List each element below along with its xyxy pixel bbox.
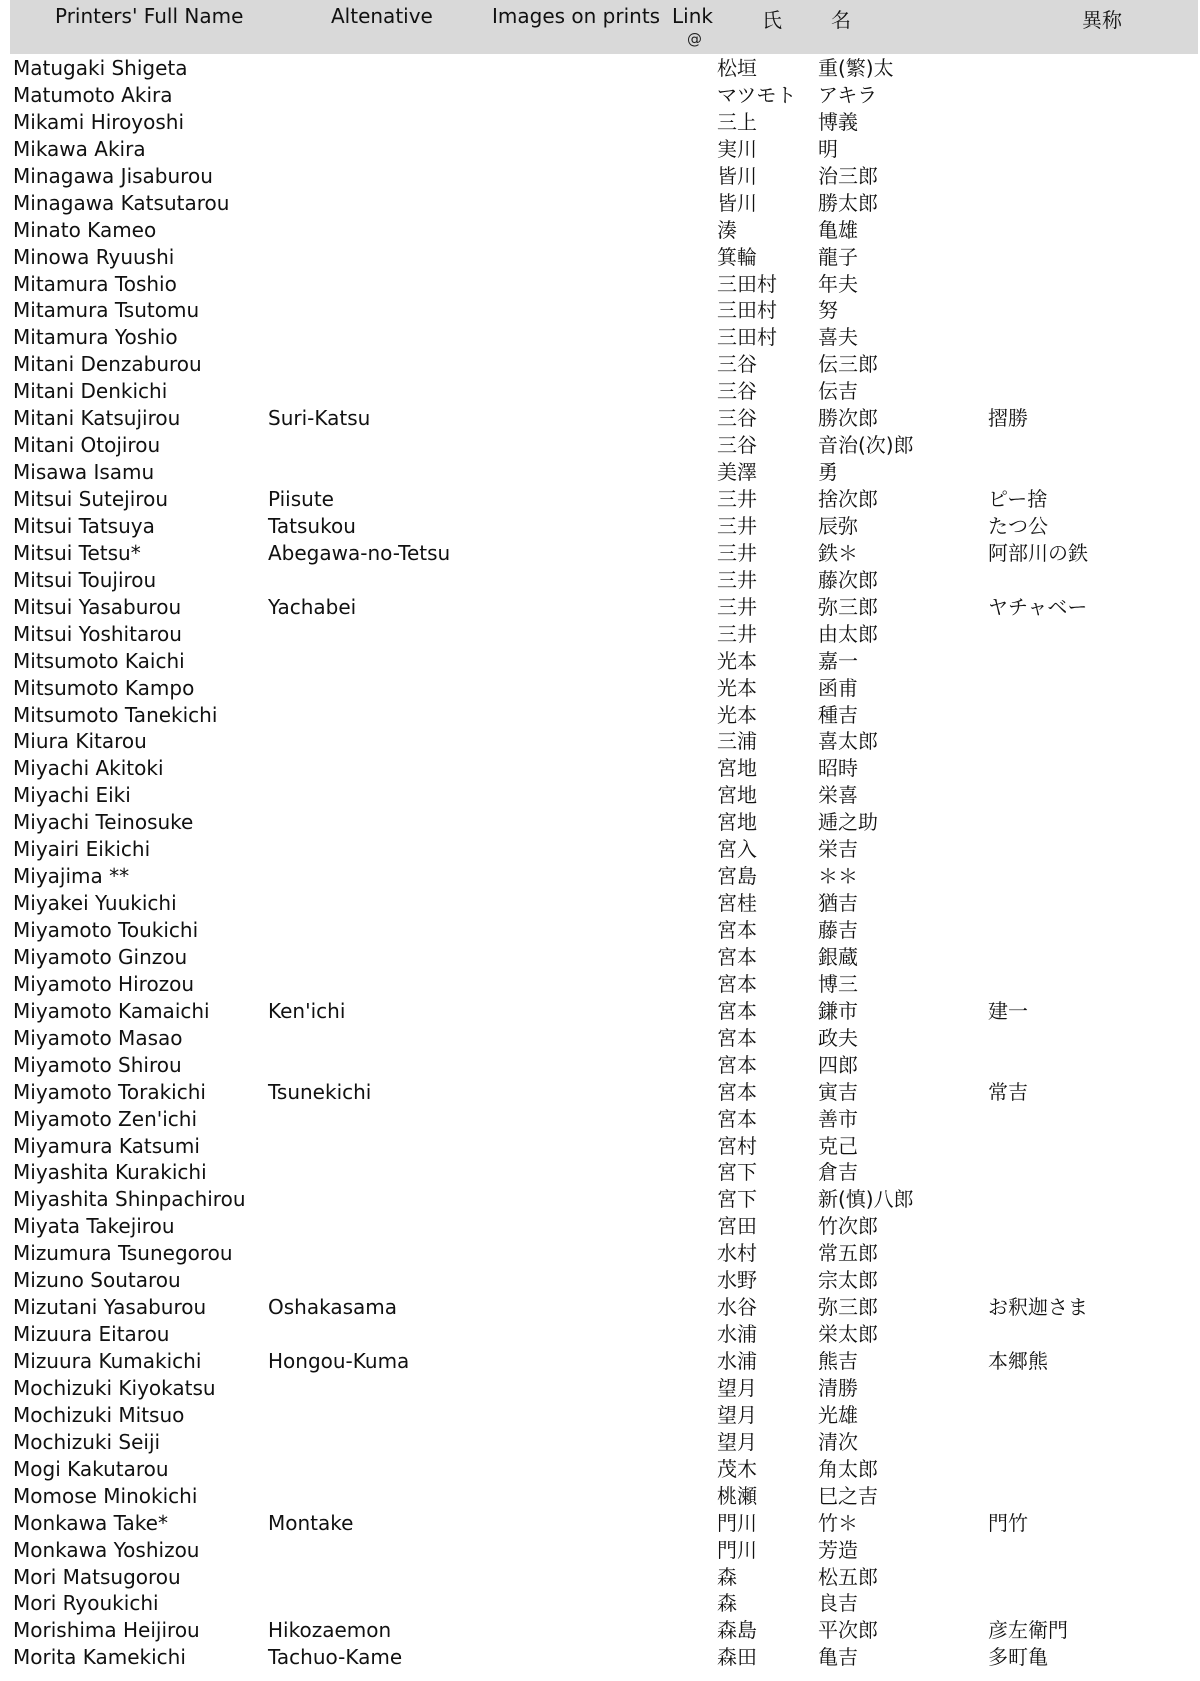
table-row bbox=[0, 621, 1200, 648]
table-row bbox=[0, 459, 1200, 486]
alias-kanji: お釈迦さま bbox=[988, 1295, 1088, 1320]
given-name-kanji: 喜太郎 bbox=[818, 729, 878, 754]
surname-kanji: 三田村 bbox=[717, 298, 777, 323]
table-row bbox=[0, 594, 1200, 621]
surname-kanji: 三井 bbox=[717, 513, 757, 538]
surname-kanji: 宮地 bbox=[717, 810, 757, 835]
surname-kanji: 水村 bbox=[717, 1241, 757, 1266]
given-name-kanji: 努 bbox=[818, 298, 838, 323]
given-name-kanji: 伝吉 bbox=[818, 379, 858, 404]
printer-name: Monkawa Take* bbox=[13, 1510, 168, 1535]
printer-name: Mikami Hiroyoshi bbox=[13, 109, 185, 134]
printer-name: Mitsumoto Kampo bbox=[13, 675, 195, 700]
table-row bbox=[0, 1025, 1200, 1052]
given-name-kanji: 栄喜 bbox=[818, 783, 858, 808]
given-name-kanji: 四郎 bbox=[818, 1052, 858, 1077]
alternative-name: Oshakasama bbox=[268, 1295, 397, 1320]
table-row bbox=[0, 1375, 1200, 1402]
table-row bbox=[0, 1267, 1200, 1294]
surname-kanji: 門川 bbox=[717, 1537, 757, 1562]
alias-kanji: ヤチャベー bbox=[988, 594, 1088, 619]
surname-kanji: 三田村 bbox=[717, 325, 777, 350]
table-row bbox=[0, 1590, 1200, 1617]
table-row bbox=[0, 378, 1200, 405]
printer-name: Miyakei Yuukichi bbox=[13, 891, 177, 916]
printer-name: Mikawa Akira bbox=[13, 136, 146, 161]
given-name-kanji: 銀蔵 bbox=[818, 944, 858, 969]
alias-kanji: 本郷熊 bbox=[988, 1349, 1048, 1373]
surname-kanji: 森島 bbox=[717, 1618, 757, 1643]
table-row bbox=[0, 1079, 1200, 1106]
printer-name: Mitsui Tetsu* bbox=[13, 540, 141, 565]
table-row bbox=[0, 244, 1200, 271]
given-name-kanji: 常五郎 bbox=[818, 1241, 878, 1266]
surname-kanji: 望月 bbox=[717, 1402, 757, 1427]
table-row bbox=[0, 1052, 1200, 1079]
given-name-kanji: 寅吉 bbox=[818, 1079, 858, 1104]
given-name-kanji: 栄太郎 bbox=[818, 1322, 878, 1347]
printer-name: Mizutani Yasaburou bbox=[13, 1295, 207, 1320]
printer-name: Miyamoto Zen'ichi bbox=[13, 1106, 198, 1131]
printer-name: Miyachi Akitoki bbox=[13, 756, 164, 781]
table-row bbox=[0, 1483, 1200, 1510]
printer-name: Mochizuki Kiyokatsu bbox=[13, 1375, 216, 1400]
given-name-kanji: 亀吉 bbox=[818, 1645, 858, 1670]
table-row bbox=[0, 1644, 1200, 1671]
printer-name: Monkawa Yoshizou bbox=[13, 1537, 200, 1562]
printer-name: Miyamoto Shirou bbox=[13, 1052, 182, 1077]
table-row bbox=[0, 136, 1200, 163]
surname-kanji: 湊 bbox=[717, 217, 737, 242]
surname-kanji: 望月 bbox=[717, 1429, 757, 1454]
printer-name: Miyamura Katsumi bbox=[13, 1133, 200, 1158]
table-row bbox=[0, 486, 1200, 513]
alternative-name: Montake bbox=[268, 1510, 354, 1535]
printer-name: Mori Ryoukichi bbox=[13, 1591, 159, 1616]
given-name-kanji: 弥三郎 bbox=[818, 594, 878, 619]
table-row bbox=[0, 271, 1200, 298]
alias-kanji: 門竹 bbox=[988, 1510, 1028, 1535]
given-name-kanji: 喜夫 bbox=[818, 325, 858, 350]
surname-kanji: 宮入 bbox=[717, 837, 757, 862]
table-row bbox=[0, 1456, 1200, 1483]
given-name-kanji: 倉吉 bbox=[818, 1160, 858, 1185]
surname-kanji: 宮本 bbox=[717, 1106, 757, 1131]
table-row bbox=[0, 55, 1200, 82]
printer-name: Minagawa Katsutarou bbox=[13, 190, 230, 215]
table-row bbox=[0, 432, 1200, 459]
alternative-name: Ken'ichi bbox=[268, 998, 346, 1023]
given-name-kanji: 博義 bbox=[818, 109, 858, 134]
table-row bbox=[0, 1510, 1200, 1537]
printer-name: Mitamura Yoshio bbox=[13, 325, 178, 350]
given-name-kanji: 芳造 bbox=[818, 1537, 858, 1562]
table-row bbox=[0, 890, 1200, 917]
given-name-kanji: 善市 bbox=[818, 1106, 858, 1131]
given-name-kanji: 嘉一 bbox=[818, 648, 858, 673]
surname-kanji: 宮本 bbox=[717, 1052, 757, 1077]
table-row bbox=[0, 1617, 1200, 1644]
printer-name: Mizumura Tsunegorou bbox=[13, 1241, 233, 1266]
alias-kanji: 摺勝 bbox=[988, 406, 1028, 431]
printer-name: Mitsui Tatsuya bbox=[13, 513, 155, 538]
given-name-kanji: 鉄＊ bbox=[818, 540, 858, 565]
surname-kanji: 光本 bbox=[717, 702, 757, 727]
table-row bbox=[0, 1186, 1200, 1213]
column-header-name: Printers' Full Name bbox=[55, 4, 244, 28]
given-name-kanji: 重(繁)太 bbox=[818, 56, 894, 80]
table-row bbox=[0, 540, 1200, 567]
table-row bbox=[0, 1240, 1200, 1267]
surname-kanji: 三井 bbox=[717, 567, 757, 592]
printer-name: Mochizuki Mitsuo bbox=[13, 1402, 185, 1427]
surname-kanji: 水谷 bbox=[717, 1295, 757, 1320]
given-name-kanji: 伝三郎 bbox=[818, 352, 878, 377]
alias-kanji: 彦左衛門 bbox=[988, 1618, 1068, 1643]
table-row bbox=[0, 944, 1200, 971]
table-row bbox=[0, 324, 1200, 351]
printer-name: Minato Kameo bbox=[13, 217, 157, 242]
printer-name: Mogi Kakutarou bbox=[13, 1456, 169, 1481]
given-name-kanji: 良吉 bbox=[818, 1591, 858, 1616]
table-row bbox=[0, 1321, 1200, 1348]
given-name-kanji: 猶吉 bbox=[818, 891, 858, 916]
table-row bbox=[0, 109, 1200, 136]
surname-kanji: 宮本 bbox=[717, 944, 757, 969]
alias-kanji: ピー捨 bbox=[988, 487, 1048, 511]
printer-name: Mizuno Soutarou bbox=[13, 1268, 181, 1293]
given-name-kanji: 光雄 bbox=[818, 1402, 858, 1427]
table-row bbox=[0, 82, 1200, 109]
surname-kanji: 茂木 bbox=[717, 1456, 757, 1481]
table-row bbox=[0, 1348, 1200, 1375]
printer-name: Mitsui Yasaburou bbox=[13, 594, 182, 619]
surname-kanji: 宮地 bbox=[717, 756, 757, 781]
given-name-kanji: 藤次郎 bbox=[818, 567, 878, 592]
surname-kanji: 桃瀬 bbox=[717, 1483, 757, 1508]
given-name-kanji: 捨次郎 bbox=[818, 487, 878, 511]
surname-kanji: 光本 bbox=[717, 648, 757, 673]
surname-kanji: 三上 bbox=[717, 109, 757, 134]
printer-name: Matumoto Akira bbox=[13, 82, 173, 107]
printer-name: Mitsui Toujirou bbox=[13, 567, 157, 592]
table-row bbox=[0, 1429, 1200, 1456]
printer-name: Mitani Denkichi bbox=[13, 379, 168, 404]
surname-kanji: 宮村 bbox=[717, 1133, 757, 1158]
given-name-kanji: 清次 bbox=[818, 1429, 858, 1454]
given-name-kanji: 藤吉 bbox=[818, 918, 858, 942]
printer-name: Mizuura Eitarou bbox=[13, 1322, 170, 1347]
alias-kanji: 多町亀 bbox=[988, 1645, 1048, 1670]
printer-name: Momose Minokichi bbox=[13, 1483, 198, 1508]
surname-kanji: 宮下 bbox=[717, 1160, 757, 1185]
printer-name: Miyata Takejirou bbox=[13, 1214, 175, 1239]
alternative-name: Abegawa-no-Tetsu bbox=[268, 540, 451, 565]
alternative-name: Suri-Katsu bbox=[268, 406, 371, 431]
table-row bbox=[0, 405, 1200, 432]
alias-kanji: たつ公 bbox=[988, 513, 1048, 538]
given-name-kanji: 清勝 bbox=[818, 1375, 858, 1400]
column-header-alternative: Altenative bbox=[331, 4, 433, 28]
given-name-kanji: 平次郎 bbox=[818, 1618, 878, 1643]
given-name-kanji: 克己 bbox=[818, 1133, 858, 1158]
surname-kanji: 三浦 bbox=[717, 729, 757, 754]
table-row bbox=[0, 1106, 1200, 1133]
printer-name: Miyairi Eikichi bbox=[13, 837, 151, 862]
given-name-kanji: 明 bbox=[818, 136, 838, 161]
surname-kanji: 三谷 bbox=[717, 352, 757, 377]
surname-kanji: 宮田 bbox=[717, 1214, 757, 1239]
surname-kanji: 宮本 bbox=[717, 1079, 757, 1104]
column-header-link: Link bbox=[672, 4, 713, 28]
table-row bbox=[0, 190, 1200, 217]
surname-kanji: 宮下 bbox=[717, 1187, 757, 1212]
given-name-kanji: 角太郎 bbox=[818, 1456, 878, 1481]
printer-name: Mitsui Yoshitarou bbox=[13, 621, 182, 646]
given-name-kanji: 弥三郎 bbox=[818, 1295, 878, 1320]
table-row bbox=[0, 1294, 1200, 1321]
surname-kanji: 三谷 bbox=[717, 406, 757, 431]
given-name-kanji: 博三 bbox=[818, 971, 858, 996]
table-row bbox=[0, 836, 1200, 863]
surname-kanji: 宮島 bbox=[717, 864, 757, 889]
surname-kanji: 三井 bbox=[717, 540, 757, 565]
printer-name: Mochizuki Seiji bbox=[13, 1429, 161, 1454]
column-header-link-symbol: @ bbox=[687, 30, 702, 48]
surname-kanji: 水浦 bbox=[717, 1322, 757, 1347]
given-name-kanji: アキラ bbox=[818, 82, 878, 107]
table-row bbox=[0, 1159, 1200, 1186]
surname-kanji: 宮地 bbox=[717, 783, 757, 808]
given-name-kanji: 治三郎 bbox=[818, 163, 878, 188]
table-header bbox=[10, 0, 1198, 54]
given-name-kanji: 勇 bbox=[818, 460, 838, 485]
table-row bbox=[0, 351, 1200, 378]
surname-kanji: 松垣 bbox=[717, 56, 757, 80]
table-row bbox=[0, 998, 1200, 1025]
alternative-name: Hikozaemon bbox=[268, 1618, 392, 1643]
column-header-images: Images on prints bbox=[492, 4, 661, 28]
surname-kanji: 宮本 bbox=[717, 998, 757, 1023]
printer-name: Mitamura Tsutomu bbox=[13, 298, 200, 323]
printer-name: Miyamoto Kamaichi bbox=[13, 998, 210, 1023]
table-row bbox=[0, 567, 1200, 594]
table-row bbox=[0, 297, 1200, 324]
given-name-kanji: 勝太郎 bbox=[818, 190, 878, 215]
printer-name: Miyamoto Hirozou bbox=[13, 971, 195, 996]
surname-kanji: マツモト bbox=[717, 82, 797, 107]
surname-kanji: 森 bbox=[717, 1564, 737, 1589]
surname-kanji: 望月 bbox=[717, 1375, 757, 1400]
given-name-kanji: 巳之吉 bbox=[818, 1483, 878, 1508]
surname-kanji: 宮桂 bbox=[717, 891, 757, 916]
alternative-name: Yachabei bbox=[268, 594, 357, 619]
surname-kanji: 三井 bbox=[717, 487, 757, 511]
surname-kanji: 三田村 bbox=[717, 271, 777, 296]
printer-name: Miyamoto Ginzou bbox=[13, 944, 188, 969]
printer-name: Morishima Heijirou bbox=[13, 1618, 200, 1643]
surname-kanji: 三井 bbox=[717, 594, 757, 619]
given-name-kanji: 熊吉 bbox=[818, 1349, 858, 1373]
printers-table-body bbox=[0, 55, 1200, 1671]
surname-kanji: 森 bbox=[717, 1591, 737, 1616]
table-row bbox=[0, 648, 1200, 675]
printer-name: Minagawa Jisaburou bbox=[13, 163, 213, 188]
alias-kanji: 常吉 bbox=[988, 1079, 1028, 1104]
table-row bbox=[0, 702, 1200, 729]
printer-name: Miyamoto Toukichi bbox=[13, 918, 199, 942]
printer-name: Miyachi Teinosuke bbox=[13, 810, 194, 835]
alternative-name: Hongou-Kuma bbox=[268, 1349, 410, 1373]
printer-name: Miyamoto Torakichi bbox=[13, 1079, 206, 1104]
table-row bbox=[0, 1402, 1200, 1429]
given-name-kanji: 函甫 bbox=[818, 675, 858, 700]
printer-name: Miura Kitarou bbox=[13, 729, 147, 754]
printer-name: Miyajima ** bbox=[13, 864, 130, 889]
table-row bbox=[0, 1133, 1200, 1160]
column-header-alias: 異称 bbox=[1082, 8, 1122, 32]
printer-name: Mitsumoto Kaichi bbox=[13, 648, 185, 673]
surname-kanji: 皆川 bbox=[717, 190, 757, 215]
given-name-kanji: 宗太郎 bbox=[818, 1268, 878, 1293]
given-name-kanji: 由太郎 bbox=[818, 621, 878, 646]
given-name-kanji: 種吉 bbox=[818, 702, 858, 727]
table-row bbox=[0, 755, 1200, 782]
surname-kanji: 森田 bbox=[717, 1645, 757, 1670]
printer-name: Mitani Katsujirou bbox=[13, 406, 181, 431]
table-row bbox=[0, 863, 1200, 890]
printer-name: Miyachi Eiki bbox=[13, 783, 131, 808]
printer-name: Minowa Ryuushi bbox=[13, 244, 175, 269]
surname-kanji: 宮本 bbox=[717, 918, 757, 942]
printer-name: Misawa Isamu bbox=[13, 460, 155, 485]
surname-kanji: 三谷 bbox=[717, 379, 757, 404]
printer-name: Mitsumoto Tanekichi bbox=[13, 702, 218, 727]
surname-kanji: 宮本 bbox=[717, 1025, 757, 1050]
given-name-kanji: 栄吉 bbox=[818, 837, 858, 862]
given-name-kanji: 政夫 bbox=[818, 1025, 858, 1050]
alias-kanji: 建一 bbox=[988, 998, 1028, 1023]
given-name-kanji: ＊＊ bbox=[818, 864, 858, 889]
table-row bbox=[0, 217, 1200, 244]
table-row bbox=[0, 163, 1200, 190]
surname-kanji: 宮本 bbox=[717, 971, 757, 996]
surname-kanji: 箕輪 bbox=[717, 244, 757, 269]
printer-name: Miyashita Kurakichi bbox=[13, 1160, 207, 1185]
alternative-name: Tsunekichi bbox=[268, 1079, 372, 1104]
printer-name: Miyamoto Masao bbox=[13, 1025, 183, 1050]
surname-kanji: 美澤 bbox=[717, 460, 757, 485]
table-row bbox=[0, 1213, 1200, 1240]
given-name-kanji: 竹次郎 bbox=[818, 1214, 878, 1239]
given-name-kanji: 鎌市 bbox=[818, 998, 858, 1023]
table-row bbox=[0, 675, 1200, 702]
table-row bbox=[0, 782, 1200, 809]
alternative-name: Tatsukou bbox=[268, 513, 356, 538]
alternative-name: Piisute bbox=[268, 487, 334, 511]
given-name-kanji: 新(慎)八郎 bbox=[818, 1187, 914, 1212]
given-name-kanji: 松五郎 bbox=[818, 1564, 878, 1589]
table-row bbox=[0, 1564, 1200, 1591]
printer-name: Mori Matsugorou bbox=[13, 1564, 181, 1589]
printer-name: Mizuura Kumakichi bbox=[13, 1349, 202, 1373]
surname-kanji: 三谷 bbox=[717, 433, 757, 458]
surname-kanji: 水浦 bbox=[717, 1349, 757, 1373]
surname-kanji: 実川 bbox=[717, 136, 757, 161]
table-row bbox=[0, 1537, 1200, 1564]
printer-name: Morita Kamekichi bbox=[13, 1645, 186, 1670]
given-name-kanji: 昭時 bbox=[818, 756, 858, 781]
table-row bbox=[0, 728, 1200, 755]
given-name-kanji: 辰弥 bbox=[818, 513, 858, 538]
surname-kanji: 光本 bbox=[717, 675, 757, 700]
table-row bbox=[0, 917, 1200, 944]
printer-name: Mitani Denzaburou bbox=[13, 352, 202, 377]
surname-kanji: 水野 bbox=[717, 1268, 757, 1293]
table-row bbox=[0, 513, 1200, 540]
given-name-kanji: 逓之助 bbox=[818, 810, 878, 835]
printer-name: Mitsui Sutejirou bbox=[13, 487, 168, 511]
table-row bbox=[0, 809, 1200, 836]
given-name-kanji: 年夫 bbox=[818, 271, 858, 296]
given-name-kanji: 音治(次)郎 bbox=[818, 433, 914, 458]
printer-name: Miyashita Shinpachirou bbox=[13, 1187, 246, 1212]
given-name-kanji: 亀雄 bbox=[818, 217, 858, 242]
given-name-kanji: 龍子 bbox=[818, 244, 858, 269]
printer-name: Mitani Otojirou bbox=[13, 433, 161, 458]
alternative-name: Tachuo-Kame bbox=[268, 1645, 403, 1670]
given-name-kanji: 勝次郎 bbox=[818, 406, 878, 431]
printer-name: Mitamura Toshio bbox=[13, 271, 177, 296]
surname-kanji: 三井 bbox=[717, 621, 757, 646]
surname-kanji: 皆川 bbox=[717, 163, 757, 188]
column-header-given-name: 名 bbox=[831, 8, 851, 32]
printer-name: Matugaki Shigeta bbox=[13, 56, 188, 80]
column-header-surname: 氏 bbox=[762, 8, 782, 32]
alias-kanji: 阿部川の鉄 bbox=[988, 540, 1088, 565]
table-row bbox=[0, 971, 1200, 998]
surname-kanji: 門川 bbox=[717, 1510, 757, 1535]
given-name-kanji: 竹＊ bbox=[818, 1510, 858, 1535]
